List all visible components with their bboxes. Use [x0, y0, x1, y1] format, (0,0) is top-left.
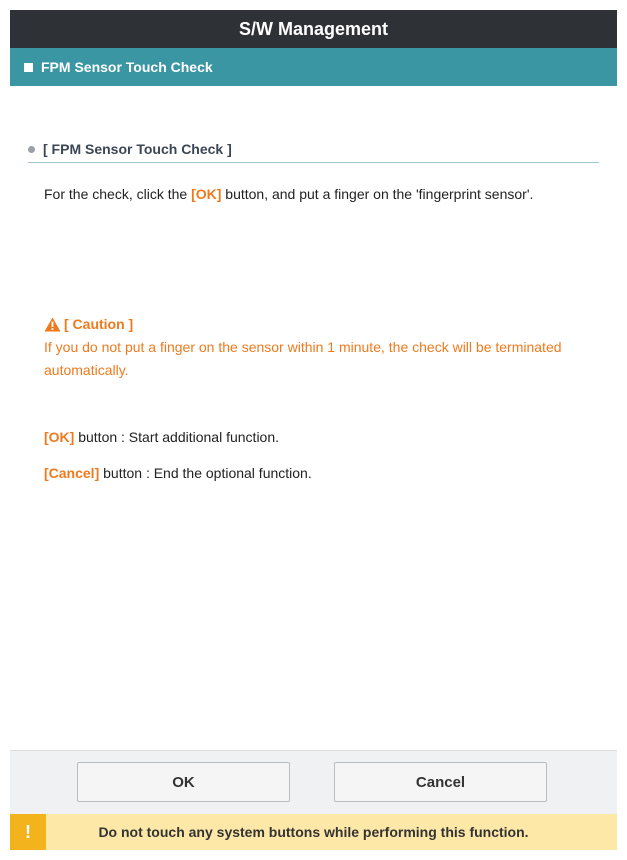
instruction-after: button, and put a finger on the 'fingerprint sensor'.: [221, 186, 534, 202]
sub-header-bar: [10, 48, 617, 86]
warning-message: Do not touch any system buttons while performing this function.: [98, 824, 529, 840]
caution-title: [ Caution ]: [64, 316, 134, 332]
dot-bullet-icon: [28, 146, 35, 153]
cancel-button[interactable]: Cancel: [334, 762, 547, 802]
button-footer: [10, 750, 617, 815]
section-title: [ FPM Sensor Touch Check ]: [43, 141, 232, 157]
cancel-button-description: [28, 462, 599, 484]
cancel-key-highlight: [Cancel]: [44, 465, 100, 481]
ok-button-description: [28, 426, 599, 448]
warning-bar: [10, 814, 617, 850]
ok-key-highlight: [OK]: [44, 429, 75, 445]
ok-description-text: button : Start additional function.: [74, 429, 280, 445]
instruction-text: [28, 183, 564, 205]
cancel-description-text: button : End the optional function.: [99, 465, 312, 481]
square-bullet-icon: [24, 63, 33, 72]
app-title: S/W Management: [238, 18, 389, 39]
caution-block: [28, 313, 599, 382]
title-bar: [10, 10, 617, 48]
sub-header-title: FPM Sensor Touch Check: [41, 59, 213, 75]
exclamation-icon: !: [10, 814, 46, 850]
warning-triangle-icon: [44, 317, 61, 332]
instruction-ok-highlight: [OK]: [191, 186, 222, 202]
section-heading: [28, 136, 599, 163]
caution-text: If you do not put a finger on the sensor within 1 minute, the check will be terminated automatically.: [44, 339, 562, 378]
main-content: [10, 136, 617, 484]
ok-button[interactable]: OK: [77, 762, 290, 802]
caution-heading: [44, 313, 599, 336]
app-window: [10, 10, 617, 850]
instruction-before: For the check, click the: [44, 186, 192, 202]
